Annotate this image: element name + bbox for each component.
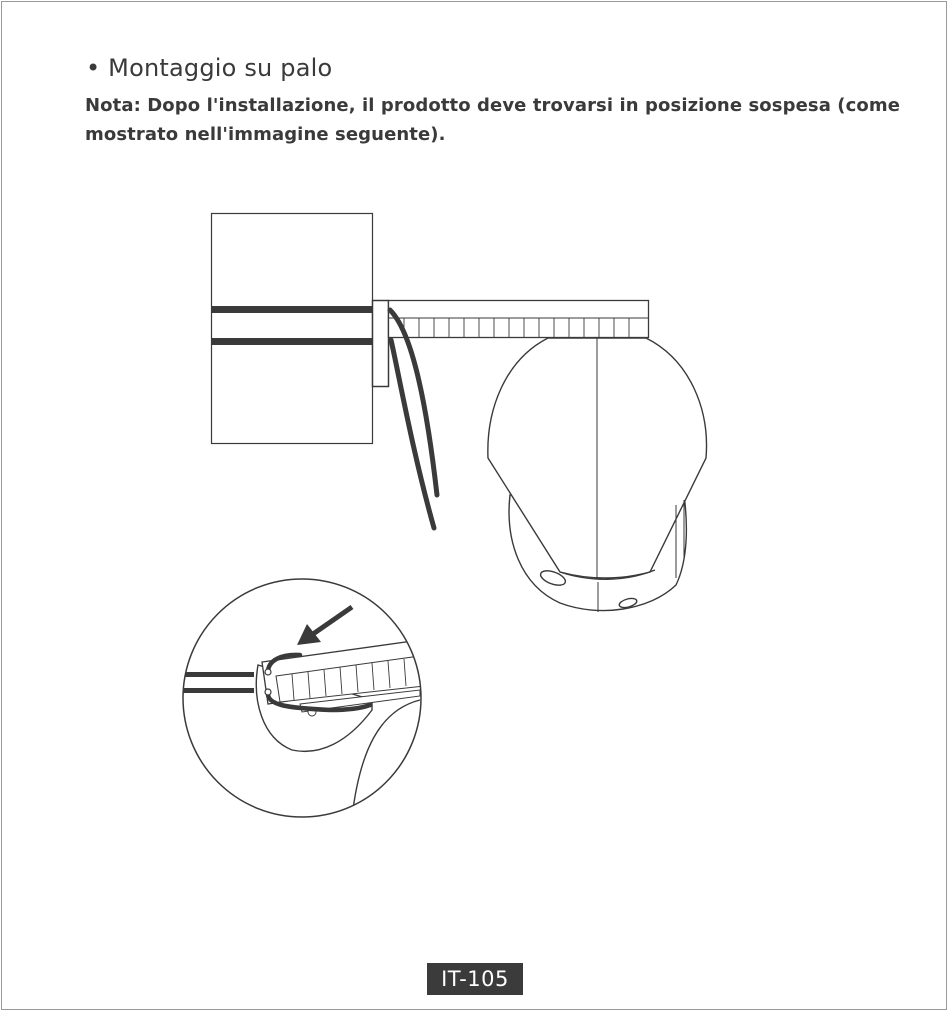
camera — [488, 338, 707, 612]
arrow-icon — [297, 607, 352, 645]
detail-magnifier — [182, 579, 424, 817]
page-number-badge: IT-105 — [427, 963, 523, 995]
cable — [390, 310, 437, 528]
section-heading: • Montaggio su palo — [86, 54, 333, 82]
installation-note: Nota: Dopo l'installazione, il prodotto deve trovarsi in posizione sospesa (come mostrato nell'immagine seguente). — [85, 95, 901, 145]
pole — [211, 214, 373, 444]
